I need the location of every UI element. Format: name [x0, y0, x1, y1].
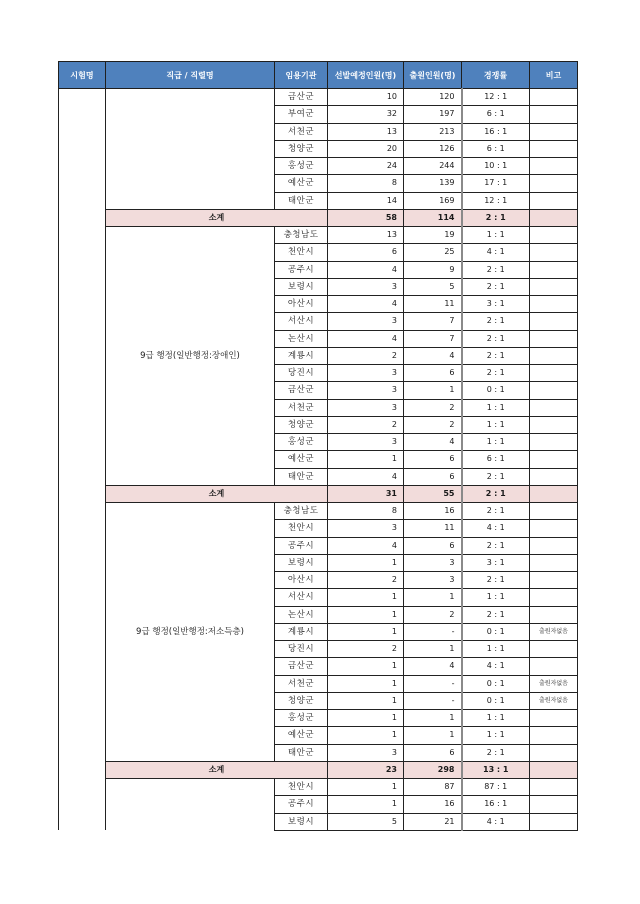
- competition-ratio-cell: 17 : 1: [462, 175, 530, 192]
- applicant-count-cell: 139: [404, 175, 462, 192]
- agency-cell: 태안군: [275, 744, 328, 761]
- applicant-count-cell: 6: [404, 537, 462, 554]
- competition-ratio-cell: 3 : 1: [462, 296, 530, 313]
- subtotal-row: [59, 761, 578, 778]
- position-name-cell: 9급 행정(일반행정:장애인): [106, 227, 275, 486]
- competition-ratio-cell: 1 : 1: [462, 227, 530, 244]
- applicant-count-cell: 5: [404, 278, 462, 295]
- subtotal-row: [59, 485, 578, 502]
- agency-cell: 청양군: [275, 692, 328, 709]
- competition-ratio-cell: 2 : 1: [462, 278, 530, 295]
- planned-count-cell: 14: [328, 192, 404, 209]
- competition-ratio-cell: 0 : 1: [462, 382, 530, 399]
- applicant-count-cell: 6: [404, 468, 462, 485]
- competition-ratio-cell: 16 : 1: [462, 123, 530, 140]
- position-name-cell: 9급 행정(일반행정:저소득층): [106, 503, 275, 762]
- applicant-count-cell: 21: [404, 813, 462, 830]
- note-cell: [530, 658, 578, 675]
- applicant-count-cell: 2: [404, 416, 462, 433]
- note-cell: [530, 123, 578, 140]
- applicant-count-cell: 9: [404, 261, 462, 278]
- header-agency: 임용기관: [275, 62, 328, 89]
- agency-cell: 보령시: [275, 278, 328, 295]
- competition-ratio-cell: 2 : 1: [462, 261, 530, 278]
- planned-count-cell: 4: [328, 468, 404, 485]
- applicant-count-cell: 3: [404, 554, 462, 571]
- agency-cell: 태안군: [275, 468, 328, 485]
- competition-ratio-cell: 16 : 1: [462, 796, 530, 813]
- competition-ratio-cell: 2 : 1: [462, 606, 530, 623]
- competition-ratio-cell: 2 : 1: [462, 503, 530, 520]
- competition-ratio-cell: 2 : 1: [462, 537, 530, 554]
- planned-count-cell: 3: [328, 744, 404, 761]
- subtotal-label: 소계: [106, 209, 328, 226]
- competition-ratio-cell: 12 : 1: [462, 89, 530, 106]
- note-cell: [530, 641, 578, 658]
- agency-cell: 천안시: [275, 520, 328, 537]
- planned-count-cell: 8: [328, 175, 404, 192]
- agency-cell: 논산시: [275, 606, 328, 623]
- applicant-count-cell: 4: [404, 347, 462, 364]
- applicant-count-cell: 6: [404, 451, 462, 468]
- note-cell: [530, 313, 578, 330]
- applicant-count-cell: 213: [404, 123, 462, 140]
- applicant-count-cell: 1: [404, 641, 462, 658]
- applicant-count-cell: 6: [404, 744, 462, 761]
- planned-count-cell: 1: [328, 779, 404, 796]
- header-applicants: 출원인원(명): [404, 62, 462, 89]
- competition-ratio-cell: 6 : 1: [462, 106, 530, 123]
- planned-count-cell: 3: [328, 434, 404, 451]
- note-cell: [530, 244, 578, 261]
- competition-ratio-cell: 87 : 1: [462, 779, 530, 796]
- planned-count-cell: 24: [328, 158, 404, 175]
- planned-count-cell: 1: [328, 451, 404, 468]
- note-cell: [530, 779, 578, 796]
- note-cell: [530, 451, 578, 468]
- agency-cell: 서천군: [275, 675, 328, 692]
- applicant-count-cell: 4: [404, 434, 462, 451]
- agency-cell: 계룡시: [275, 347, 328, 364]
- applicant-count-cell: -: [404, 623, 462, 640]
- agency-cell: 천안시: [275, 779, 328, 796]
- note-cell: 출원자없음: [530, 675, 578, 692]
- applicant-count-cell: 11: [404, 520, 462, 537]
- agency-cell: 논산시: [275, 330, 328, 347]
- competition-ratio-cell: 2 : 1: [462, 572, 530, 589]
- planned-count-cell: 5: [328, 813, 404, 830]
- agency-cell: 금산군: [275, 382, 328, 399]
- planned-count-cell: 2: [328, 641, 404, 658]
- agency-cell: 서산시: [275, 313, 328, 330]
- competition-ratio-cell: 1 : 1: [462, 727, 530, 744]
- note-cell: [530, 347, 578, 364]
- competition-ratio-cell: 0 : 1: [462, 692, 530, 709]
- note-cell: [530, 416, 578, 433]
- planned-count-cell: 3: [328, 278, 404, 295]
- note-cell: [530, 106, 578, 123]
- planned-count-cell: 4: [328, 537, 404, 554]
- subtotal-ratio: 13 : 1: [462, 761, 530, 778]
- planned-count-cell: 1: [328, 727, 404, 744]
- applicant-count-cell: 2: [404, 399, 462, 416]
- applicant-count-cell: 169: [404, 192, 462, 209]
- table-body: [59, 89, 578, 831]
- table-row: [59, 779, 578, 796]
- note-cell: [530, 813, 578, 830]
- agency-cell: 금산군: [275, 89, 328, 106]
- agency-cell: 금산군: [275, 658, 328, 675]
- note-cell: [530, 278, 578, 295]
- agency-cell: 아산시: [275, 572, 328, 589]
- planned-count-cell: 32: [328, 106, 404, 123]
- note-cell: [530, 175, 578, 192]
- applicant-count-cell: 6: [404, 365, 462, 382]
- planned-count-cell: 13: [328, 227, 404, 244]
- applicant-count-cell: 87: [404, 779, 462, 796]
- position-name-cell: [106, 779, 275, 831]
- note-cell: [530, 158, 578, 175]
- agency-cell: 홍성군: [275, 710, 328, 727]
- note-cell: [530, 606, 578, 623]
- note-cell: [530, 227, 578, 244]
- competition-ratio-cell: 1 : 1: [462, 710, 530, 727]
- header-note: 비고: [530, 62, 578, 89]
- planned-count-cell: 13: [328, 123, 404, 140]
- note-cell: [530, 382, 578, 399]
- header-ratio: 경쟁률: [462, 62, 530, 89]
- note-cell: [530, 589, 578, 606]
- applicant-count-cell: 16: [404, 503, 462, 520]
- applicant-count-cell: 19: [404, 227, 462, 244]
- agency-cell: 계룡시: [275, 623, 328, 640]
- note-cell: [530, 365, 578, 382]
- subtotal-applicants: 114: [404, 209, 462, 226]
- competition-ratio-cell: 4 : 1: [462, 244, 530, 261]
- applicant-count-cell: -: [404, 675, 462, 692]
- note-cell: [530, 261, 578, 278]
- competition-ratio-cell: 0 : 1: [462, 675, 530, 692]
- planned-count-cell: 1: [328, 796, 404, 813]
- applicant-count-cell: 1: [404, 727, 462, 744]
- agency-cell: 아산시: [275, 296, 328, 313]
- header-planned: 선발예정인원(명): [328, 62, 404, 89]
- note-cell: [530, 140, 578, 157]
- planned-count-cell: 1: [328, 589, 404, 606]
- header-row: [59, 62, 578, 89]
- planned-count-cell: 3: [328, 399, 404, 416]
- agency-cell: 당진시: [275, 641, 328, 658]
- agency-cell: 충청남도: [275, 503, 328, 520]
- competition-ratio-table: [58, 61, 578, 831]
- subtotal-note: [530, 209, 578, 226]
- planned-count-cell: 3: [328, 365, 404, 382]
- subtotal-ratio: 2 : 1: [462, 209, 530, 226]
- subtotal-row: [59, 209, 578, 226]
- planned-count-cell: 2: [328, 572, 404, 589]
- applicant-count-cell: 16: [404, 796, 462, 813]
- agency-cell: 공주시: [275, 796, 328, 813]
- position-name-cell: [106, 89, 275, 210]
- agency-cell: 공주시: [275, 261, 328, 278]
- note-cell: [530, 796, 578, 813]
- applicant-count-cell: 7: [404, 330, 462, 347]
- subtotal-note: [530, 761, 578, 778]
- competition-ratio-cell: 1 : 1: [462, 399, 530, 416]
- competition-ratio-cell: 12 : 1: [462, 192, 530, 209]
- applicant-count-cell: 2: [404, 606, 462, 623]
- competition-ratio-cell: 4 : 1: [462, 813, 530, 830]
- competition-ratio-cell: 10 : 1: [462, 158, 530, 175]
- agency-cell: 보령시: [275, 554, 328, 571]
- competition-ratio-cell: 6 : 1: [462, 451, 530, 468]
- applicant-count-cell: 11: [404, 296, 462, 313]
- note-cell: [530, 434, 578, 451]
- note-cell: [530, 710, 578, 727]
- agency-cell: 예산군: [275, 727, 328, 744]
- applicant-count-cell: 25: [404, 244, 462, 261]
- planned-count-cell: 20: [328, 140, 404, 157]
- competition-ratio-cell: 2 : 1: [462, 744, 530, 761]
- agency-cell: 예산군: [275, 175, 328, 192]
- competition-ratio-cell: 2 : 1: [462, 313, 530, 330]
- agency-cell: 서천군: [275, 399, 328, 416]
- planned-count-cell: 1: [328, 606, 404, 623]
- header-exam: 시험명: [59, 62, 106, 89]
- applicant-count-cell: 4: [404, 658, 462, 675]
- competition-ratio-cell: 2 : 1: [462, 330, 530, 347]
- competition-ratio-cell: 1 : 1: [462, 434, 530, 451]
- planned-count-cell: 2: [328, 416, 404, 433]
- competition-ratio-cell: 2 : 1: [462, 347, 530, 364]
- agency-cell: 보령시: [275, 813, 328, 830]
- agency-cell: 예산군: [275, 451, 328, 468]
- competition-ratio-cell: 1 : 1: [462, 589, 530, 606]
- note-cell: [530, 537, 578, 554]
- planned-count-cell: 1: [328, 692, 404, 709]
- agency-cell: 태안군: [275, 192, 328, 209]
- applicant-count-cell: 1: [404, 382, 462, 399]
- subtotal-ratio: 2 : 1: [462, 485, 530, 502]
- competition-ratio-cell: 4 : 1: [462, 520, 530, 537]
- header-position: 직급 / 직렬명: [106, 62, 275, 89]
- applicant-count-cell: 1: [404, 710, 462, 727]
- subtotal-note: [530, 485, 578, 502]
- agency-cell: 서산시: [275, 589, 328, 606]
- subtotal-applicants: 55: [404, 485, 462, 502]
- applicant-count-cell: 7: [404, 313, 462, 330]
- agency-cell: 천안시: [275, 244, 328, 261]
- subtotal-planned: 23: [328, 761, 404, 778]
- planned-count-cell: 6: [328, 244, 404, 261]
- agency-cell: 홍성군: [275, 434, 328, 451]
- subtotal-planned: 58: [328, 209, 404, 226]
- exam-name-cell: [59, 89, 106, 831]
- planned-count-cell: 2: [328, 347, 404, 364]
- planned-count-cell: 1: [328, 658, 404, 675]
- subtotal-planned: 31: [328, 485, 404, 502]
- note-cell: 출원자없음: [530, 692, 578, 709]
- agency-cell: 청양군: [275, 140, 328, 157]
- note-cell: [530, 554, 578, 571]
- agency-cell: 당진시: [275, 365, 328, 382]
- competition-ratio-cell: 3 : 1: [462, 554, 530, 571]
- table-row: [59, 89, 578, 106]
- competition-ratio-cell: 1 : 1: [462, 416, 530, 433]
- note-cell: [530, 744, 578, 761]
- planned-count-cell: 4: [328, 296, 404, 313]
- competition-ratio-cell: 4 : 1: [462, 658, 530, 675]
- competition-ratio-cell: 6 : 1: [462, 140, 530, 157]
- applicant-count-cell: 126: [404, 140, 462, 157]
- applicant-count-cell: 120: [404, 89, 462, 106]
- note-cell: [530, 503, 578, 520]
- note-cell: 출원자없음: [530, 623, 578, 640]
- note-cell: [530, 520, 578, 537]
- applicant-count-cell: 1: [404, 589, 462, 606]
- applicant-count-cell: -: [404, 692, 462, 709]
- note-cell: [530, 572, 578, 589]
- planned-count-cell: 3: [328, 520, 404, 537]
- agency-cell: 홍성군: [275, 158, 328, 175]
- planned-count-cell: 3: [328, 313, 404, 330]
- note-cell: [530, 330, 578, 347]
- note-cell: [530, 89, 578, 106]
- planned-count-cell: 8: [328, 503, 404, 520]
- agency-cell: 충청남도: [275, 227, 328, 244]
- note-cell: [530, 468, 578, 485]
- planned-count-cell: 1: [328, 623, 404, 640]
- planned-count-cell: 1: [328, 710, 404, 727]
- planned-count-cell: 10: [328, 89, 404, 106]
- subtotal-label: 소계: [106, 761, 328, 778]
- subtotal-label: 소계: [106, 485, 328, 502]
- note-cell: [530, 192, 578, 209]
- planned-count-cell: 1: [328, 554, 404, 571]
- agency-cell: 청양군: [275, 416, 328, 433]
- planned-count-cell: 4: [328, 330, 404, 347]
- applicant-count-cell: 3: [404, 572, 462, 589]
- competition-ratio-cell: 2 : 1: [462, 468, 530, 485]
- competition-ratio-cell: 2 : 1: [462, 365, 530, 382]
- applicant-count-cell: 244: [404, 158, 462, 175]
- note-cell: [530, 296, 578, 313]
- planned-count-cell: 1: [328, 675, 404, 692]
- table-row: [59, 503, 578, 520]
- agency-cell: 서천군: [275, 123, 328, 140]
- subtotal-applicants: 298: [404, 761, 462, 778]
- planned-count-cell: 4: [328, 261, 404, 278]
- applicant-count-cell: 197: [404, 106, 462, 123]
- note-cell: [530, 399, 578, 416]
- agency-cell: 부여군: [275, 106, 328, 123]
- planned-count-cell: 3: [328, 382, 404, 399]
- table-row: [59, 227, 578, 244]
- note-cell: [530, 727, 578, 744]
- agency-cell: 공주시: [275, 537, 328, 554]
- competition-ratio-cell: 1 : 1: [462, 641, 530, 658]
- competition-ratio-cell: 0 : 1: [462, 623, 530, 640]
